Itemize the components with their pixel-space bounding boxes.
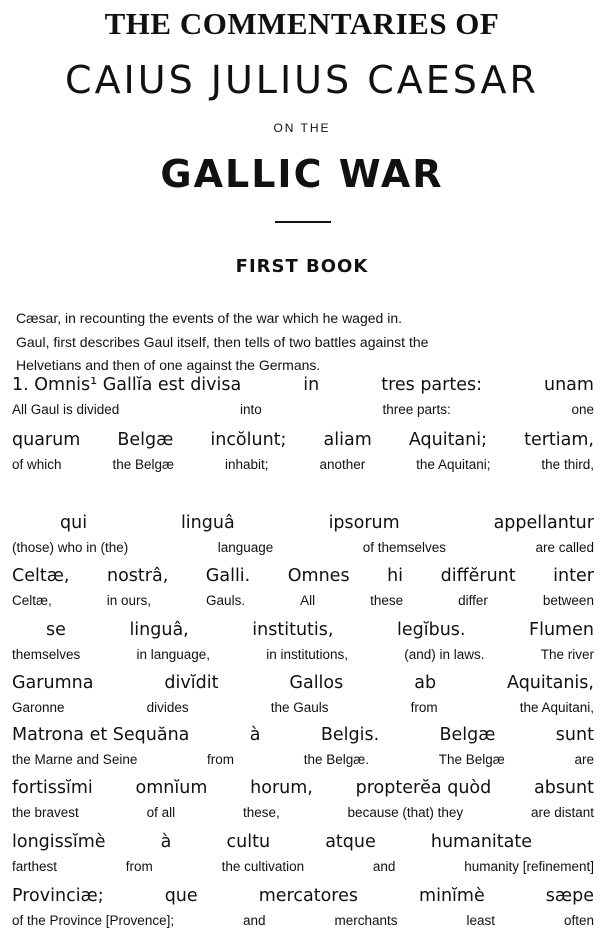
english-word: All: [300, 593, 316, 608]
latin-word: omnĭum: [135, 778, 208, 798]
latin-word: Belgæ: [117, 430, 174, 450]
title-caesar: CAIUS JULIUS CAESAR: [65, 58, 539, 102]
latin-word: inter: [553, 566, 594, 586]
interlinear-line-9: [12, 832, 594, 878]
latin-word: diffĕrunt: [440, 566, 516, 586]
latin-text: [12, 778, 594, 798]
latin-word: linguâ,: [129, 620, 189, 640]
english-word: the Belgæ.: [303, 752, 370, 767]
interlinear-line-3: [12, 513, 594, 559]
latin-word: mercatores: [258, 886, 358, 906]
latin-text: [12, 566, 594, 586]
book-heading: FIRST BOOK: [235, 256, 369, 277]
english-word: Celtæ,: [12, 593, 52, 608]
english-word: farthest: [12, 859, 58, 874]
intro-paragraph: [12, 307, 594, 378]
interlinear-line-10: [12, 886, 594, 932]
english-word: are called: [535, 540, 594, 555]
latin-word: se: [46, 620, 66, 640]
english-word: from: [207, 752, 235, 767]
latin-word: horum,: [250, 778, 313, 798]
english-word: differ: [458, 593, 488, 608]
latin-word: Matrona et Sequăna: [12, 725, 190, 745]
interlinear-line-1: [12, 375, 594, 421]
interlinear-line-5: [12, 620, 594, 666]
english-word: and: [372, 859, 396, 874]
latin-word: linguâ: [180, 513, 235, 533]
english-word: the Belgæ: [112, 457, 175, 472]
english-word: (and) in laws.: [404, 647, 485, 662]
latin-text: [12, 886, 594, 906]
latin-word: incŏlunt;: [210, 430, 287, 450]
english-word: All Gaul is divided: [12, 402, 120, 417]
english-word: into: [240, 402, 262, 417]
interlinear-line-7: [12, 725, 594, 771]
english-word: the third,: [541, 457, 594, 472]
english-word: the cultivation: [221, 859, 305, 874]
latin-word: Garumna: [12, 673, 94, 693]
english-word: because (that) they: [347, 805, 464, 820]
latin-word: quarum: [12, 430, 81, 450]
latin-word: à: [249, 725, 261, 745]
latin-word: institutis,: [252, 620, 334, 640]
latin-word: propterĕa quòd: [355, 778, 492, 798]
english-word: these: [370, 593, 404, 608]
latin-word: appellantur: [493, 513, 594, 533]
english-word: in ours,: [106, 593, 152, 608]
english-word: of which: [12, 457, 62, 472]
english-gloss: [12, 859, 594, 874]
latin-word: tres partes:: [381, 375, 482, 395]
english-word: (those) who in (the): [12, 540, 129, 555]
latin-text: [12, 375, 594, 395]
latin-word: hi: [387, 566, 404, 586]
english-gloss: [12, 593, 594, 608]
latin-word: Gallos: [289, 673, 344, 693]
latin-word: aliam: [323, 430, 372, 450]
latin-word: unam: [544, 375, 594, 395]
latin-word: Galli.: [205, 566, 251, 586]
english-word: the Aquitani;: [416, 457, 491, 472]
english-word: least: [466, 913, 495, 928]
latin-word: Provinciæ;: [12, 886, 104, 906]
english-word: are: [574, 752, 594, 767]
english-word: the Marne and Seine: [12, 752, 138, 767]
latin-word: Flumen: [529, 620, 594, 640]
english-gloss: [12, 457, 594, 472]
english-gloss: [12, 805, 594, 820]
interlinear-line-8: [12, 778, 594, 824]
english-gloss: [12, 402, 594, 417]
intro-line: Cæsar, in recounting the events of the war which he waged in.: [16, 310, 402, 326]
latin-word: minĭmè: [419, 886, 485, 906]
english-word: The Belgæ: [438, 752, 505, 767]
english-word: of themselves: [362, 540, 447, 555]
english-word: from: [410, 700, 438, 715]
latin-word: tertiam,: [524, 430, 594, 450]
english-word: the bravest: [12, 805, 79, 820]
english-word: these,: [242, 805, 280, 820]
english-word: language: [217, 540, 274, 555]
latin-word: Celtæ,: [12, 566, 70, 586]
english-word: the Gauls: [270, 700, 329, 715]
latin-word: cultu: [226, 832, 271, 852]
english-gloss: [12, 700, 594, 715]
latin-text: [12, 725, 594, 745]
latin-word: sæpe: [545, 886, 594, 906]
english-word: another: [319, 457, 366, 472]
english-word: Garonne: [12, 700, 65, 715]
english-word: often: [563, 913, 594, 928]
english-gloss: [12, 647, 594, 662]
latin-word: Belgis.: [320, 725, 380, 745]
latin-word: divĭdit: [164, 673, 219, 693]
title-commentaries: THE COMMENTARIES OF: [104, 6, 500, 41]
latin-text: [12, 513, 594, 533]
latin-word: fortissĭmi: [12, 778, 93, 798]
interlinear-line-2: [12, 430, 594, 476]
english-word: divides: [146, 700, 189, 715]
latin-word: longissĭmè: [12, 832, 106, 852]
latin-word: qui: [60, 513, 88, 533]
latin-word: ab: [414, 673, 437, 693]
english-word: of all: [146, 805, 176, 820]
latin-word: Omnes: [287, 566, 350, 586]
latin-word: absunt: [533, 778, 594, 798]
title-gallic-war: GALLIC WAR: [160, 152, 444, 196]
english-word: humanity [refinement]: [464, 859, 594, 874]
latin-text: [12, 832, 532, 852]
english-gloss: [12, 752, 594, 767]
latin-word: 1. Omnis¹ Gallĭa est divisa: [12, 375, 242, 395]
latin-word: que: [164, 886, 198, 906]
intro-line: Helvetians and then of one against the Germans.: [16, 357, 321, 373]
latin-word: humanitate: [430, 832, 532, 852]
interlinear-line-6: [12, 673, 594, 719]
latin-word: nostrâ,: [107, 566, 169, 586]
english-word: themselves: [12, 647, 81, 662]
latin-word: ipsorum: [328, 513, 400, 533]
english-word: in institutions,: [266, 647, 349, 662]
latin-word: Belgæ: [439, 725, 496, 745]
english-word: from: [125, 859, 153, 874]
english-word: and: [243, 913, 266, 928]
english-word: inhabit;: [224, 457, 269, 472]
english-gloss: [12, 913, 594, 928]
english-word: three parts:: [382, 402, 451, 417]
english-word: one: [571, 402, 594, 417]
english-word: merchants: [334, 913, 398, 928]
english-word: The river: [540, 647, 594, 662]
latin-word: atque: [325, 832, 376, 852]
latin-text: [12, 620, 594, 640]
latin-text: [12, 430, 594, 450]
latin-word: Aquitani;: [408, 430, 488, 450]
latin-text: [12, 673, 594, 693]
intro-line: Gaul, first describes Gaul itself, then tells of two battles against the: [16, 333, 429, 350]
english-word: Gauls.: [206, 593, 246, 608]
latin-word: Aquitanis,: [507, 673, 594, 693]
latin-word: à: [160, 832, 172, 852]
interlinear-line-4: [12, 566, 594, 612]
title-on-the: ON THE: [273, 121, 331, 135]
title-divider: [275, 221, 331, 223]
english-gloss: [12, 540, 594, 555]
latin-word: legĭbus.: [397, 620, 466, 640]
english-word: the Aquitani,: [519, 700, 594, 715]
english-word: of the Province [Provence];: [12, 913, 175, 928]
latin-word: in: [303, 375, 320, 395]
english-word: in language,: [136, 647, 211, 662]
latin-word: sunt: [555, 725, 594, 745]
english-word: between: [542, 593, 594, 608]
english-word: are distant: [530, 805, 594, 820]
